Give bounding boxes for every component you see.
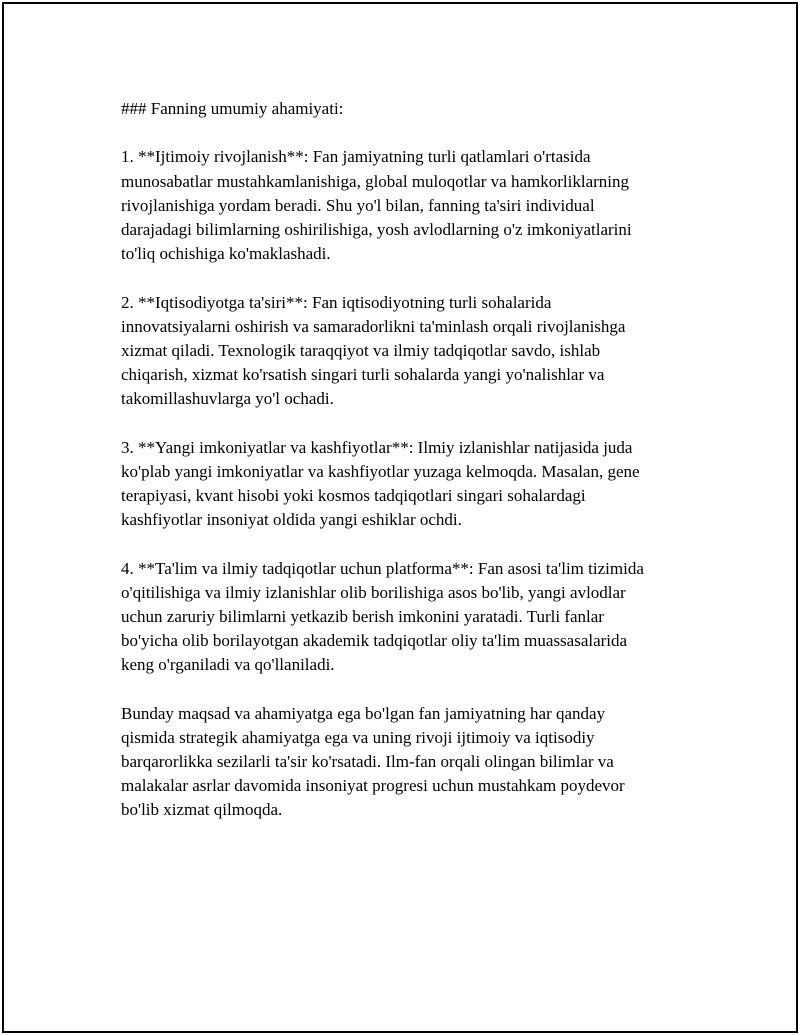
document-heading: ### Fanning umumiy ahamiyati: [121,99,344,118]
paragraph-ijtimoiy-rivojlanish [121,145,721,266]
paragraph-line: munosabatlar mustahkamlanishiga, global muloqotlar va hamkorliklarning [121,171,629,191]
paragraph-line: 1. **Ijtimoiy rivojlanish**: Fan jamiyatning turli qatlamlari o'rtasida [121,147,591,167]
paragraph-line: bo'yicha olib borilayotgan akademik tadqiqotlar oliy ta'lim muassasalarida [121,631,628,651]
paragraph-line: innovatsiyalarni oshirish va samaradorlikni ta'minlash orqali rivojlanishga [121,316,626,336]
paragraph-line: terapiyasi, kvant hisobi yoki kosmos tadqiqotlari singari sohalardagi [121,486,586,505]
paragraph-line: barqarorlikka sezilarli ta'sir ko'rsatadi. Ilm-fan orqali olingan bilimlar va [121,752,614,772]
paragraph-line: takomillashuvlarga yo'l ochadi. [121,389,334,409]
document-text [121,97,721,823]
paragraph-line: 3. **Yangi imkoniyatlar va kashfiyotlar**: Ilmiy izlanishlar natijasida juda [121,437,633,457]
paragraph-line: bo'lib xizmat qilmoqda. [121,800,283,820]
paragraph-line: rivojlanishiga yordam beradi. Shu yo'l bilan, fanning ta'siri individual [121,195,595,215]
paragraph-line: malakalar asrlar davomida insoniyat progresi uchun mustahkam poydevor [121,776,625,796]
paragraph-talim-platforma [121,557,721,678]
paragraph-line: 2. **Iqtisodiyotga ta'siri**: Fan iqtisodiyotning turli sohalarida [121,292,552,312]
paragraph-line: ko'plab yangi imkoniyatlar va kashfiyotlar yuzaga kelmoqda. Masalan, gene [121,461,640,481]
paragraph-conclusion [121,702,721,823]
paragraph-gap [121,266,721,290]
paragraph-line: keng o'rganiladi va qo'llaniladi. [121,655,335,675]
paragraph-line: to'liq ochishiga ko'maklashadi. [121,244,331,264]
paragraph-gap [121,532,721,556]
paragraph-line: kashfiyotlar insoniyat oldida yangi eshiklar ochdi. [121,510,462,530]
paragraph-line: chiqarish, xizmat ko'rsatish singari turli sohalarda yangi yo'nalishlar va [121,365,605,385]
paragraph-line: Bunday maqsad va ahamiyatga ega bo'lgan fan jamiyatning har qanday [121,703,606,723]
paragraph-line: uchun zaruriy bilimlarni yetkazib berish imkonini yaratadi. Turli fanlar [121,606,604,626]
document-page [2,2,798,1033]
paragraph-line: xizmat qiladi. Texnologik taraqqiyot va ilmiy tadqiqotlar savdo, ishlab [121,340,601,360]
paragraph-line: qismida strategik ahamiyatga ega va uning rivoji ijtimoiy va iqtisodiy [121,727,595,747]
paragraph-line: o'qitilishiga va ilmiy izlanishlar olib borilishiga asos bo'lib, yangi avlodlar [121,582,626,602]
paragraph-iqtisodiyotga-tasiri [121,291,721,412]
paragraph-gap [121,121,721,145]
paragraph-gap [121,411,721,435]
paragraph-line: darajadagi bilimlarning oshirilishiga, yosh avlodlarning o'z imkoniyatlarini [121,219,632,239]
paragraph-gap [121,678,721,702]
paragraph-yangi-imkoniyatlar [121,436,721,533]
paragraph-line: 4. **Ta'lim va ilmiy tadqiqotlar uchun platforma**: Fan asosi ta'lim tizimida [121,558,644,578]
